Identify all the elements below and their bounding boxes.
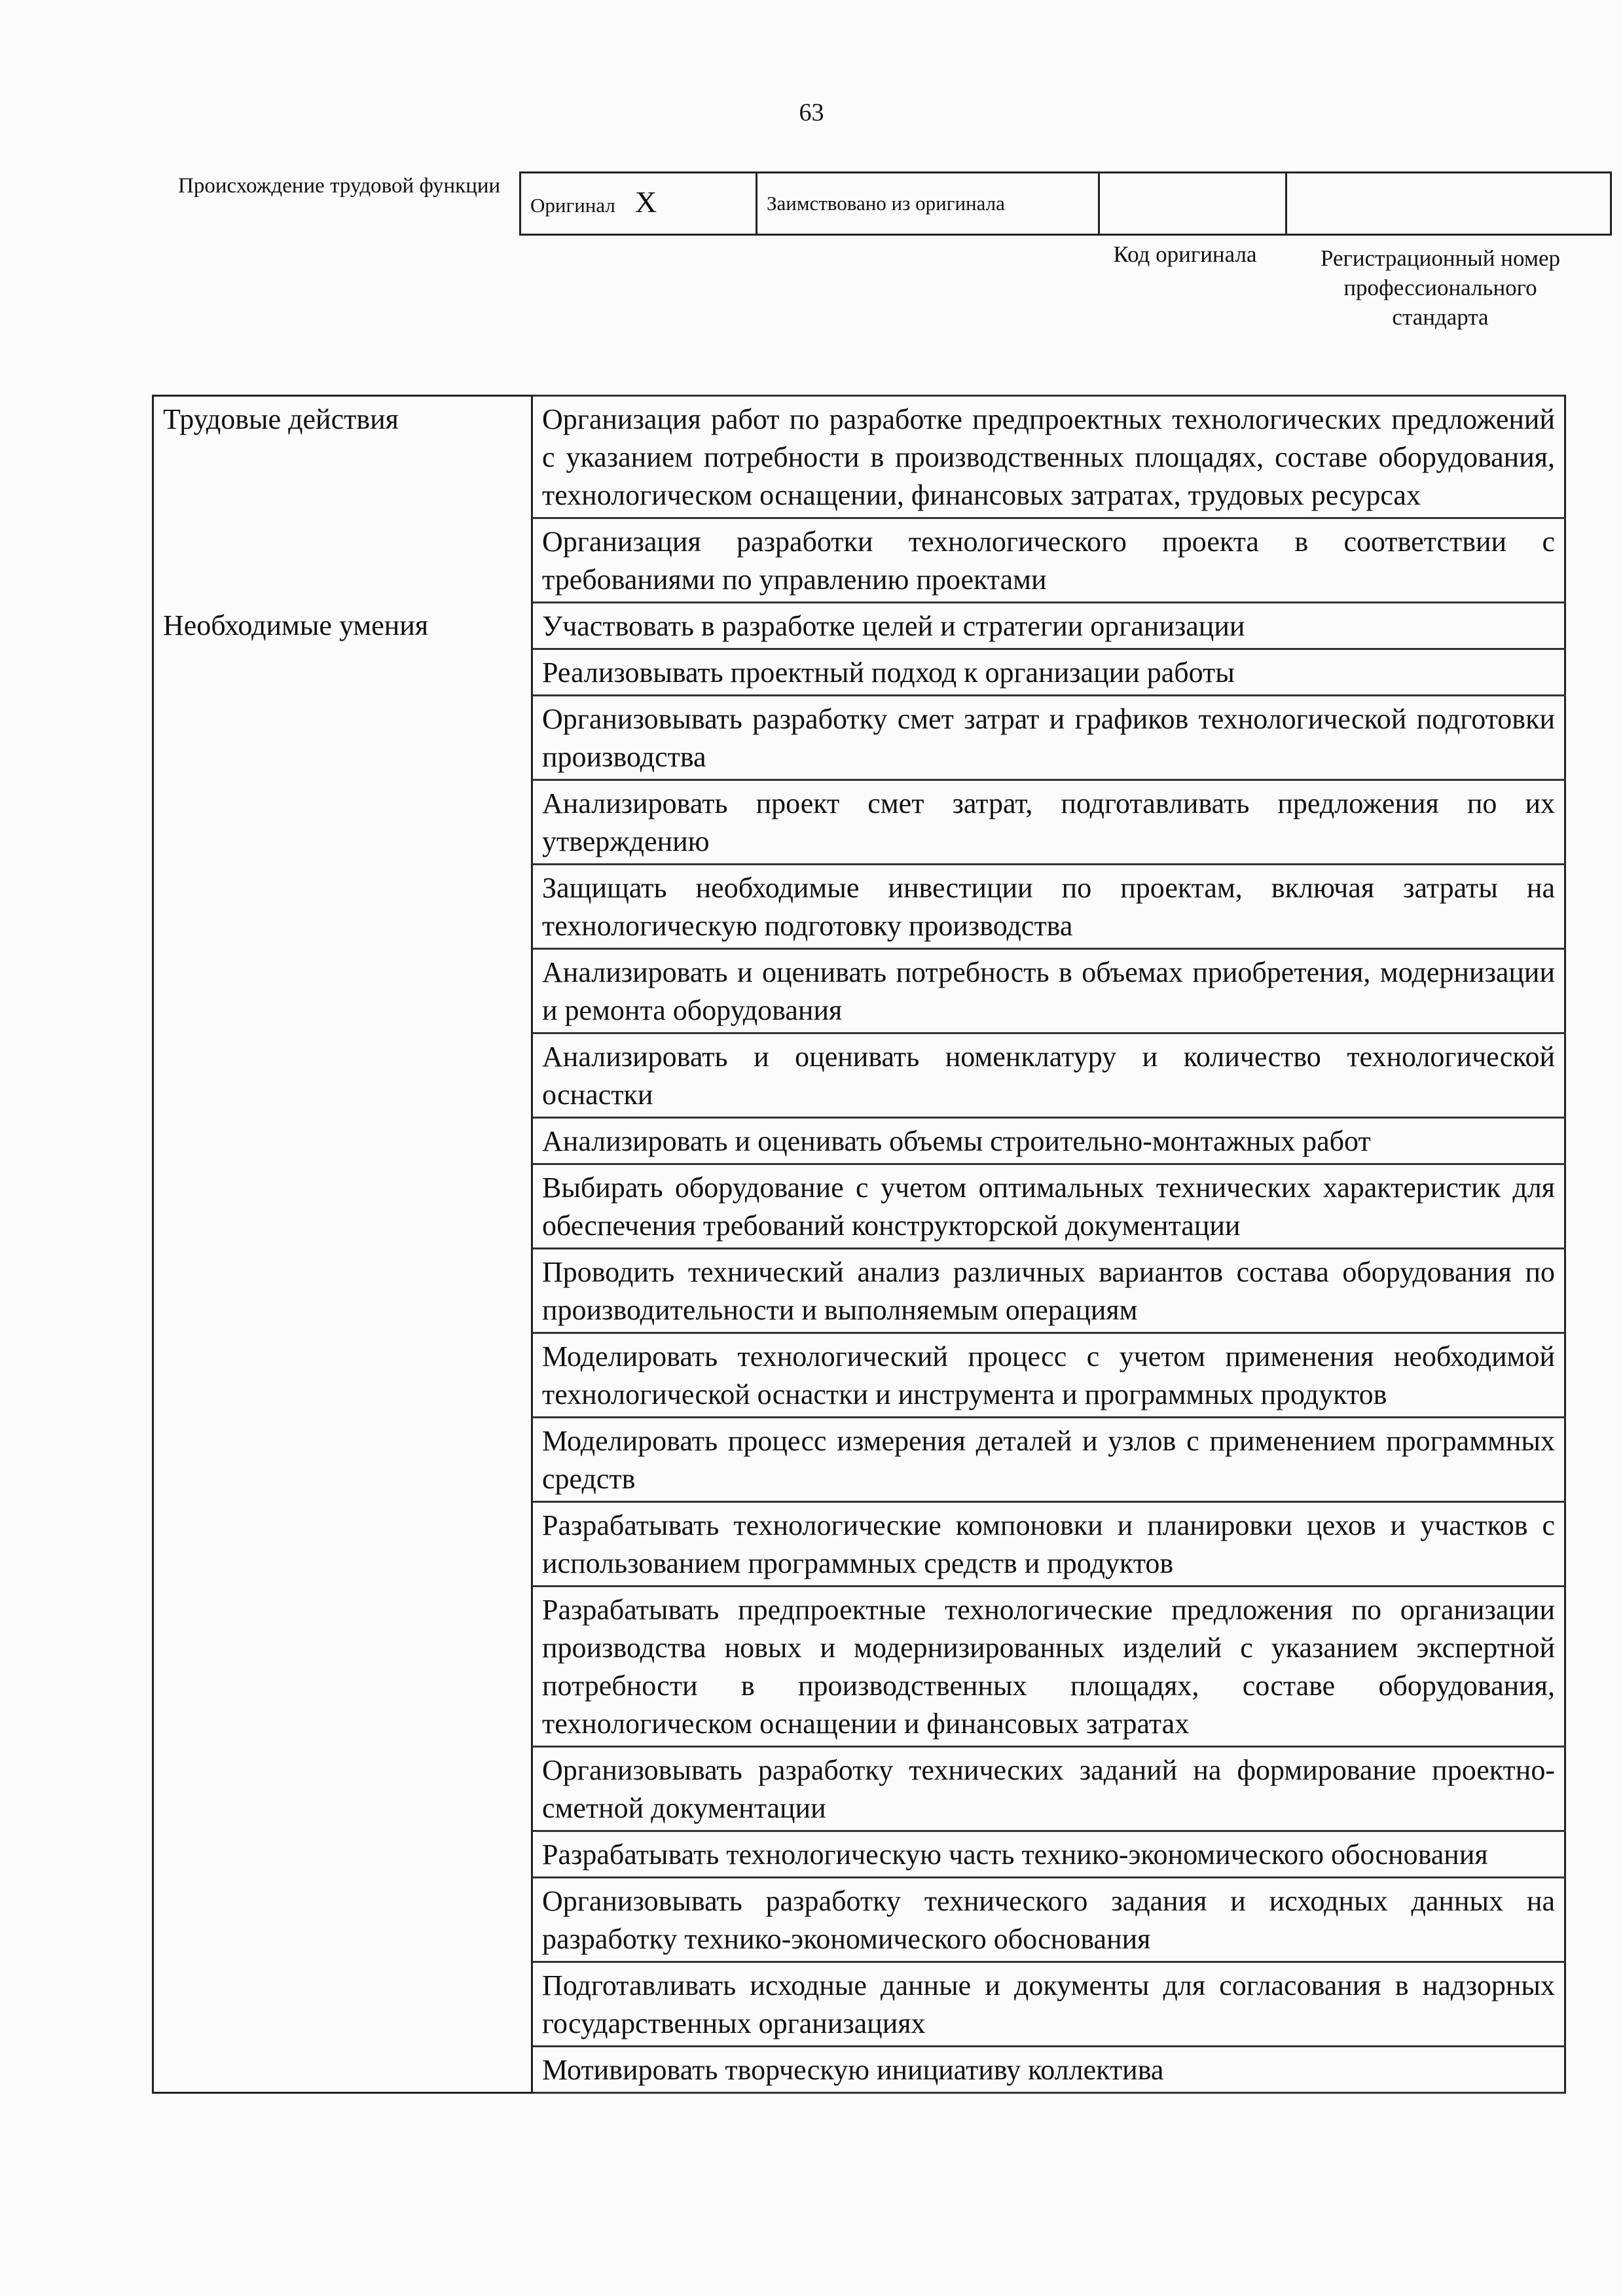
skills-item: Проводить технический анализ различных вариантов состава оборудования по производительности и выполняемым операциям xyxy=(532,1249,1565,1333)
skills-label-cell xyxy=(153,1249,532,1333)
skills-label-cell xyxy=(153,1587,532,1747)
skills-label-cell xyxy=(153,1033,532,1118)
table-row xyxy=(153,1418,1565,1502)
skills-label-cell xyxy=(153,1747,532,1831)
original-cell xyxy=(520,173,757,235)
skills-item: Разрабатывать технологическую часть технико-экономического обоснования xyxy=(532,1831,1565,1878)
skills-item: Мотивировать творческую инициативу коллектива xyxy=(532,2047,1565,2093)
skills-label-cell xyxy=(153,2047,532,2093)
skills-item: Моделировать технологический процесс с учетом применения необходимой технологической оснастки и инструмента и программных продуктов xyxy=(532,1333,1565,1418)
skills-item: Анализировать и оценивать потребность в объемах приобретения, модернизации и ремонта оборудования xyxy=(532,949,1565,1033)
skills-item: Реализовывать проектный подход к организации работы xyxy=(532,649,1565,696)
skills-item: Анализировать и оценивать объемы строительно-монтажных работ xyxy=(532,1118,1565,1164)
code-cell xyxy=(1099,173,1286,235)
skills-item: Организовывать разработку смет затрат и графиков технологической подготовки производства xyxy=(532,696,1565,780)
skills-label-cell xyxy=(153,1418,532,1502)
skills-item: Защищать необходимые инвестиции по проектам, включая затраты на технологическую подготовку производства xyxy=(532,865,1565,949)
table-row xyxy=(153,1747,1565,1831)
skills-label-cell xyxy=(153,1831,532,1878)
table-row xyxy=(153,1878,1565,1962)
table-row xyxy=(153,1249,1565,1333)
labor-function-table xyxy=(152,395,1566,2094)
skills-item: Разрабатывать предпроектные технологические предложения по организации производства новых и модернизированных изделий с указанием экспертной потребности в производственных площадях, составе оборудования, технологическом оснащении и финансовых затратах xyxy=(532,1587,1565,1747)
table-row xyxy=(153,649,1565,696)
skills-label-cell xyxy=(153,1164,532,1249)
skills-label-cell xyxy=(153,1333,532,1418)
original-label: Оригинал xyxy=(530,193,615,217)
origin-label: Происхождение трудовой функции xyxy=(178,174,501,198)
skills-label-cell xyxy=(153,696,532,780)
skills-label-cell xyxy=(153,865,532,949)
table-row xyxy=(153,1033,1565,1118)
table-row xyxy=(153,1118,1565,1164)
table-row xyxy=(153,949,1565,1033)
skills-item: Моделировать процесс измерения деталей и узлов с применением программных средств xyxy=(532,1418,1565,1502)
table-row xyxy=(153,1164,1565,1249)
labor-actions-label-cell xyxy=(153,518,532,603)
labor-actions-item: Организация работ по разработке предпроектных технологических предложений с указанием потребности в производственных площадях, составе оборудования, технологическом оснащении, финансовых затратах, трудовых ресурсах xyxy=(532,396,1565,518)
table-row xyxy=(153,780,1565,865)
code-caption: Код оригинала xyxy=(1113,242,1257,267)
table-row xyxy=(153,1831,1565,1878)
table-row xyxy=(153,603,1565,649)
skills-label-cell xyxy=(153,649,532,696)
skills-label-cell xyxy=(153,1962,532,2047)
page-number: 63 xyxy=(799,99,824,126)
borrowed-cell: Заимствовано из оригинала xyxy=(757,173,1099,235)
table-row xyxy=(153,2047,1565,2093)
labor-actions-item: Организация разработки технологического проекта в соответствии с требованиями по управлению проектами xyxy=(532,518,1565,603)
skills-item: Организовывать разработку технического задания и исходных данных на разработку технико-экономического обоснования xyxy=(532,1878,1565,1962)
skills-label-cell xyxy=(153,1502,532,1587)
original-mark: X xyxy=(634,185,657,219)
table-row xyxy=(153,1333,1565,1418)
skills-item: Разрабатывать технологические компоновки и планировки цехов и участков с использованием программных средств и продуктов xyxy=(532,1502,1565,1587)
table-row xyxy=(153,865,1565,949)
table-row xyxy=(153,696,1565,780)
table-row xyxy=(153,1502,1565,1587)
table-row xyxy=(153,396,1565,518)
skills-label-cell xyxy=(153,780,532,865)
reg-number-cell xyxy=(1286,173,1611,235)
labor-actions-label: Трудовые действия xyxy=(153,396,532,518)
skills-item: Организовывать разработку технических заданий на формирование проектно-сметной документации xyxy=(532,1747,1565,1831)
skills-item: Анализировать и оценивать номенклатуру и количество технологической оснастки xyxy=(532,1033,1565,1118)
skills-label-cell xyxy=(153,1118,532,1164)
table-row xyxy=(153,518,1565,603)
table-row xyxy=(153,1962,1565,2047)
table-row xyxy=(153,1587,1565,1747)
skills-label-cell xyxy=(153,949,532,1033)
reg-number-caption: Регистрационный номер профессионального стандарта xyxy=(1320,245,1561,330)
skills-item: Участвовать в разработке целей и стратегии организации xyxy=(532,603,1565,649)
skills-label-cell xyxy=(153,1878,532,1962)
skills-item: Выбирать оборудование с учетом оптимальных технических характеристик для обеспечения требований конструкторской документации xyxy=(532,1164,1565,1249)
skills-item: Подготавливать исходные данные и документы для согласования в надзорных государственных организациях xyxy=(532,1962,1565,2047)
skills-item: Анализировать проект смет затрат, подготавливать предложения по их утверждению xyxy=(532,780,1565,865)
origin-table xyxy=(519,171,1612,236)
skills-label: Необходимые умения xyxy=(153,603,532,649)
